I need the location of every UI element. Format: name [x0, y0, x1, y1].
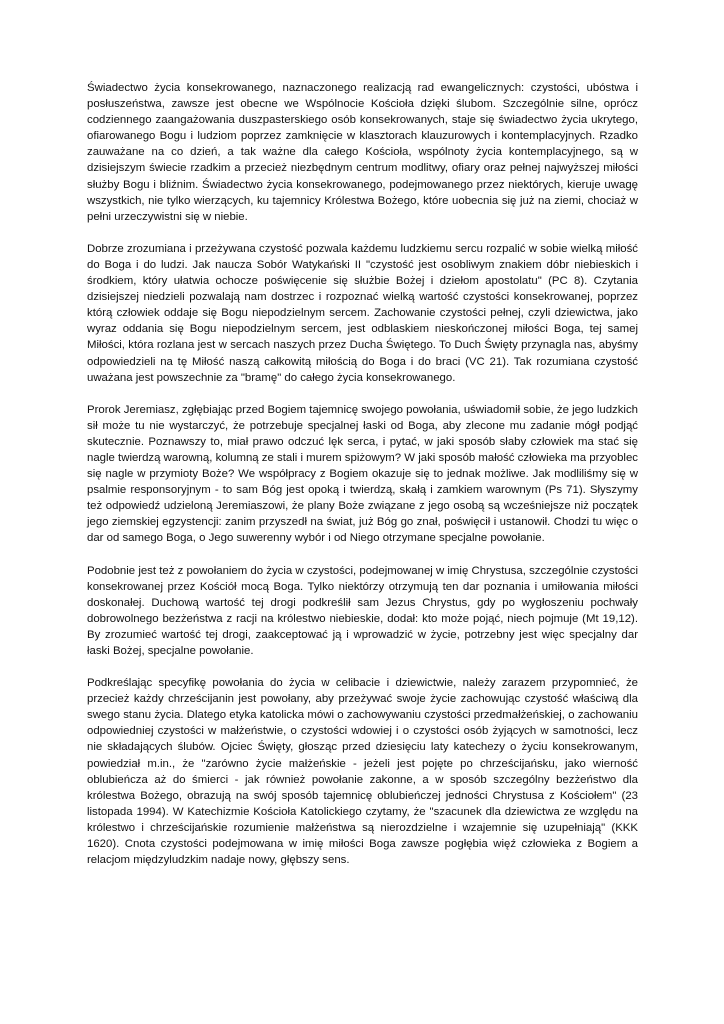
paragraph-1: Świadectwo życia konsekrowanego, naznaczonego realizacją rad ewangelicznych: czystości, ubóstwa i posłuszeństwa, zawsze jest obecne we Wspólnocie Kościoła dzięki ślubom. Szczególnie silne, oprócz codziennego zaangażowania duszpasterskiego osób konsekrowanych, staje się świadectwo życia ukrytego, ofiarowanego Bogu i ludziom poprzez zamknięcie w klasztorach klauzurowych i kontemplacyjnych. Rzadko zauważane na co dzień, a tak ważne dla całego Kościoła, wspólnoty życia kontemplacyjnego, są w dzisiejszym świecie rzadkim a przecież niezbędnym centrum modlitwy, ofiary oraz pełnej najwyższej miłości służby Bogu i bliźnim. Świadectwo życia konsekrowanego, podejmowanego przez niektórych, kieruje uwagę wszystkich, nie tylko wierzących, ku tajemnicy Królestwa Bożego, które uobecnia się już na ziemi, chociaż w pełni urzeczywistni się w niebie. [87, 82, 638, 223]
paragraph-2: Dobrze zrozumiana i przeżywana czystość pozwala każdemu ludzkiemu sercu rozpalić w sobie wielką miłość do Boga i do ludzi. Jak naucza Sobór Watykański II "czystość jest osobliwym znakiem dóbr niebieskich i środkiem, który ułatwia ochocze poświęcenie się służbie Bożej i dziełom apostolatu" (PC 8). Czytania dzisiejszej niedzieli pozwalają nam dostrzec i rozpoznać wielką wartość czystości konsekrowanej, poprzez którą człowiek oddaje się Bogu niepodzielnym sercem. Zachowanie czystości pełnej, czyli dziewictwa, jako wyraz oddania się Bogu niepodzielnym sercem, jest odblaskiem nieskończonej miłości Boga, tej samej Miłości, która rozlana jest w sercach naszych przez Ducha Świętego. To Duch Święty przynagla nas, abyśmy odpowiedzieli na tę Miłość naszą całkowitą miłością do Boga i do braci (VC 21). Tak rozumiana czystość uważana jest powszechnie za "bramę" do całego życia konsekrowanego. [87, 242, 638, 384]
document-page [87, 80, 638, 884]
paragraph-5: Podkreślając specyfikę powołania do życia w celibacie i dziewictwie, należy zarazem przypomnieć, że przecież każdy chrześcijanin jest powołany, aby przeżywać swoje życie zachowując czystość właściwą dla swego stanu życia. Dlatego etyka katolicka mówi o zachowywaniu czystości przedmałżeńskiej, o zachowaniu odpowiedniej czystości w małżeństwie, o czystości wdowiej i o czystości osób żyjących w samotności, lecz nie składających ślubów. Ojciec Święty, głosząc przed dziesięciu laty katechezy o życiu konsekrowanym, powiedział m.in., że "zarówno życie małżeńskie - jeżeli jest pojęte po chrześcijańsku, jako wierność oblubieńcza aż do śmierci - jak również powołanie zakonne, a w sposób szczególny bezżeństwo dla królestwa Bożego, obrazują na swój sposób tajemnicę oblubieńczej jedności Chrystusa z Kościołem" (23 listopada 1994). W Katechizmie Kościoła Katolickiego czytamy, że "szacunek dla dziewictwa ze względu na królestwo i chrześcijańskie rozumienie małżeństwa są nierozdzielne i wzajemnie się uzupełniają" (KKK 1620). Cnota czystości podejmowana w imię miłości Boga zawsze pogłębia więź człowieka z Bogiem a relacjom międzyludzkim nadaje nowy, głębszy sens. [87, 677, 638, 867]
paragraph-3: Prorok Jeremiasz, zgłębiając przed Bogiem tajemnicę swojego powołania, uświadomił sobie, że jego ludzkich sił może tu nie wystarczyć, że potrzebuje specjalnej łaski od Boga, aby zlecone mu zadanie mógł podjąć skutecznie. Poznawszy to, miał prawo odczuć lęk serca, i pytać, w jaki sposób słaby człowiek ma stać się nagle twierdzą warowną, kolumną ze stali i murem spiżowym? W jaki sposób małość człowieka ma przyoblec się nagle w przymioty Boże? We współpracy z Bogiem okazuje się to jednak możliwe. Jak modliliśmy się w psalmie responsoryjnym - to sam Bóg jest opoką i twierdzą, skałą i zamkiem warownym (Ps 71). Słyszymy też odpowiedź udzieloną Jeremiaszowi, że plany Boże związane z jego osobą są wcześniejsze niż początek jego ziemskiej egzystencji: zanim przyszedł na świat, już Bóg go znał, poświęcił i ustanowił. Chodzi tu więc o dar od samego Boga, o Jego suwerenny wybór i od Niego otrzymane specjalne powołanie. [87, 403, 638, 545]
paragraph-4: Podobnie jest też z powołaniem do życia w czystości, podejmowanej w imię Chrystusa, szczególnie czystości konsekrowanej przez Kościół mocą Boga. Tylko niektórzy otrzymują ten dar poznania i umiłowania miłości doskonałej. Duchową wartość tej drogi podkreślił sam Jezus Chrystus, gdy po wygłoszeniu pochwały dobrowolnego bezżeństwa z racji na królestwo niebieskie, dodał: kto może pojąć, niech pojmuje (Mt 19,12). By zrozumieć wartość tej drogi, zaakceptować ją i wprowadzić w życie, potrzebny jest więc specjalny dar łaski Bożej, specjalne powołanie. [87, 564, 638, 657]
